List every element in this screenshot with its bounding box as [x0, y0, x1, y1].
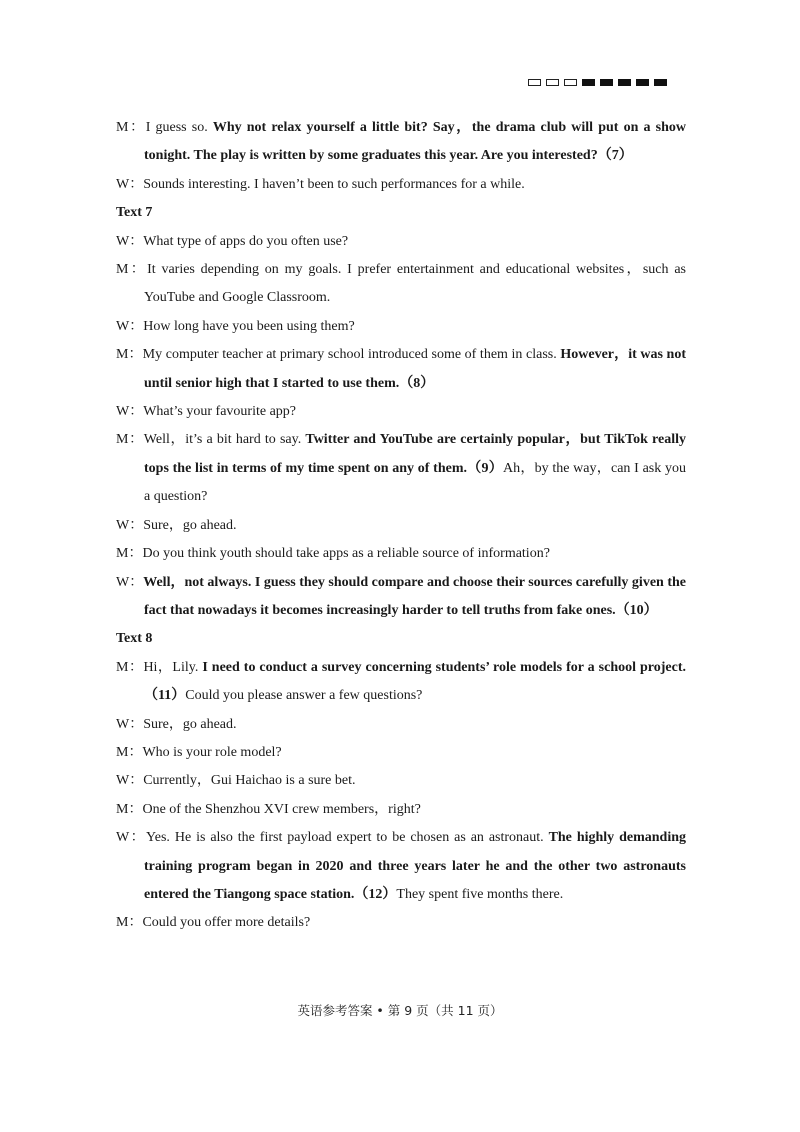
dialogue-text: Do you think youth should take apps as a reliable source of information? — [142, 546, 550, 562]
filled-square-icon — [654, 79, 667, 86]
page-footer: 英语参考答案 • 第 9 页（共 11 页） — [297, 1003, 503, 1018]
dialogue-line — [116, 512, 686, 540]
empty-square-icon — [564, 79, 577, 86]
filled-square-icon — [582, 79, 595, 86]
dialogue-line — [116, 256, 686, 313]
speaker-label: M： — [116, 801, 143, 817]
empty-square-icon — [528, 79, 541, 86]
dialogue-text: Currently，Gui Haichao is a sure bet. — [143, 773, 356, 789]
dialogue-text: Sure，go ahead. — [143, 716, 237, 732]
dialogue-text: Ah，by the way，can I ask you a question? — [144, 460, 686, 505]
answer-highlight: Twitter and YouTube are certainly popular，but TikTok really tops the list in terms of my time spent on any of them.（9） — [144, 432, 687, 476]
speaker-label: M： — [116, 915, 143, 931]
dialogue-text: Could you offer more details? — [142, 915, 311, 931]
dialogue-text: I guess so. — [145, 120, 213, 135]
answer-highlight: However，it was not until senior high that I started to use them.（8） — [144, 347, 686, 391]
dialogue-text: One of the Shenzhou XVI crew members，right? — [142, 801, 421, 817]
dialogue-text: What’s your favourite app? — [143, 404, 296, 420]
dialogue-line — [116, 341, 686, 398]
dialogue-line — [116, 426, 686, 511]
dialogue-line — [116, 767, 686, 795]
speaker-label: M： — [116, 659, 144, 675]
empty-square-icon — [546, 79, 559, 86]
section-heading: Text 7 — [116, 205, 153, 221]
dialogue-line — [116, 739, 686, 767]
dialogue-text: What type of apps do you often use? — [143, 233, 349, 249]
speaker-label: W： — [116, 716, 144, 732]
dialogue-text: Well，it’s a bit hard to say. — [143, 432, 306, 448]
answer-highlight: The highly demanding training program began in 2020 and three years later he and the other two astronauts entered the Tiangong space station.（12） — [144, 830, 686, 902]
dialogue-line — [116, 171, 686, 199]
speaker-label: M： — [116, 120, 146, 135]
dialogue-line — [116, 569, 686, 626]
page-marker-squares — [528, 79, 667, 86]
section-heading: Text 8 — [116, 631, 153, 647]
dialogue-line — [116, 909, 686, 937]
speaker-label: W： — [116, 517, 144, 533]
speaker-label: M： — [116, 347, 143, 363]
speaker-label: W： — [116, 773, 144, 789]
dialogue-text: Who is your role model? — [142, 744, 282, 760]
speaker-label: W： — [116, 233, 144, 249]
speaker-label: W： — [116, 830, 147, 846]
dialogue-line — [116, 114, 686, 171]
dialogue-text: Could you please answer a few questions? — [185, 688, 423, 704]
speaker-label: W： — [116, 318, 144, 334]
filled-square-icon — [636, 79, 649, 86]
speaker-label: W： — [116, 574, 144, 590]
answer-highlight: Why not relax yourself a little bit? Say，the drama club will put on a show tonight. The play is written by some graduates this year. Are you interested?（7） — [144, 120, 686, 164]
speaker-label: W： — [116, 404, 144, 420]
transcript-content — [116, 114, 686, 938]
dialogue-text: My computer teacher at primary school introduced some of them in class. — [142, 347, 561, 363]
speaker-label: W： — [116, 176, 144, 192]
dialogue-line — [116, 228, 686, 256]
dialogue-text: It varies depending on my goals. I prefer entertainment and educational websites，such as YouTube and Google Classroom. — [144, 262, 686, 306]
filled-square-icon — [618, 79, 631, 86]
answer-highlight: I need to conduct a survey concerning students’ role models for a school project.（11） — [144, 659, 687, 704]
dialogue-line — [116, 540, 686, 568]
dialogue-line — [116, 654, 686, 711]
dialogue-line — [116, 796, 686, 824]
dialogue-text: Sounds interesting. I haven’t been to such performances for a while. — [143, 176, 525, 192]
speaker-label: M： — [116, 262, 148, 278]
answer-highlight: Well，not always. I guess they should compare and choose their sources carefully given the fact that nowadays it becomes increasingly harder to tell truths from fake ones.（10） — [143, 574, 686, 618]
dialogue-line — [116, 824, 686, 909]
dialogue-text: Sure，go ahead. — [143, 517, 237, 533]
dialogue-text: Yes. He is also the first payload expert to be chosen as an astronaut. — [146, 830, 549, 846]
dialogue-text: They spent five months there. — [396, 886, 564, 902]
speaker-label: M： — [116, 744, 143, 760]
dialogue-line — [116, 711, 686, 739]
dialogue-line — [116, 313, 686, 341]
speaker-label: M： — [116, 546, 143, 562]
speaker-label: M： — [116, 432, 144, 448]
dialogue-text: How long have you been using them? — [143, 318, 355, 334]
dialogue-line — [116, 398, 686, 426]
filled-square-icon — [600, 79, 613, 86]
dialogue-text: Hi，Lily. — [143, 659, 203, 675]
